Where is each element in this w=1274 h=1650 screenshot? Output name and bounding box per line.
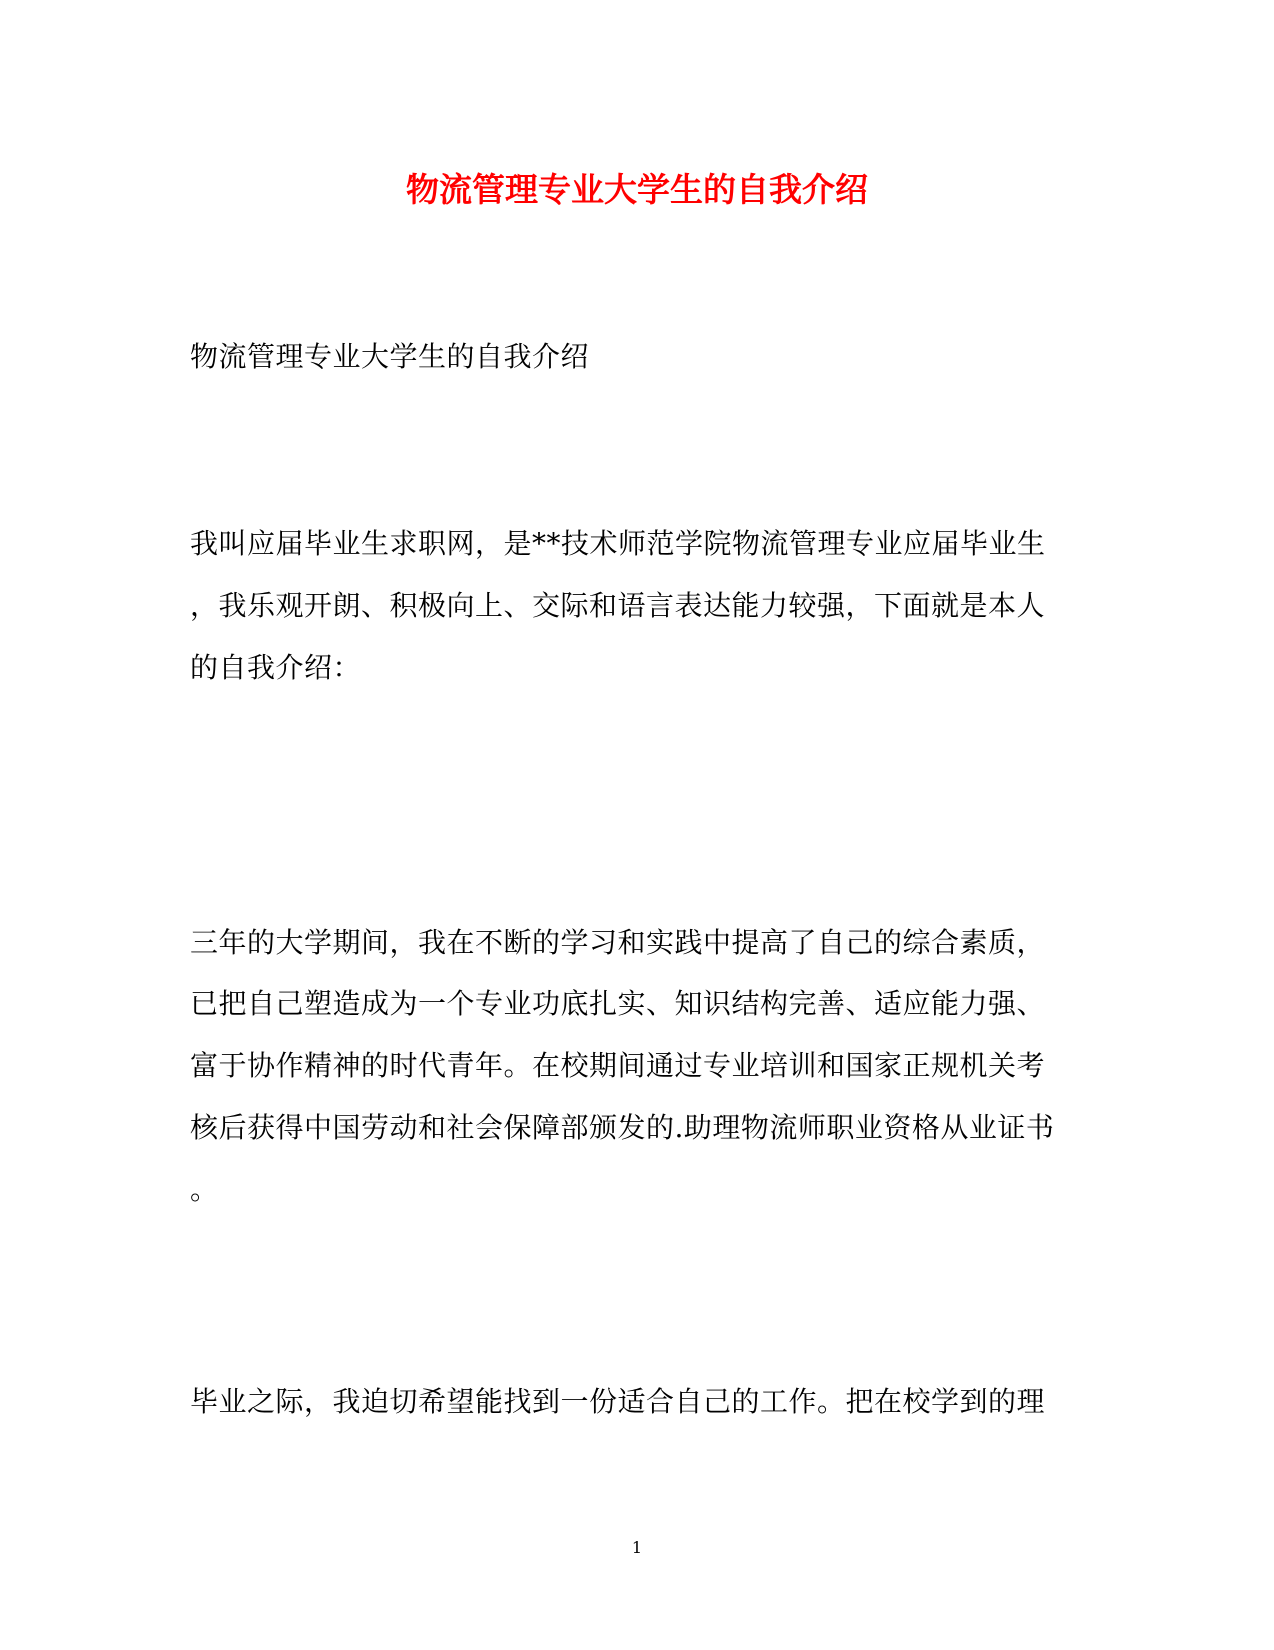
paragraph-1-line-1: 我叫应届毕业生求职网，是**技术师范学院物流管理专业应届毕业生 (190, 527, 1046, 560)
paragraph-2-line-5: 。 (190, 1173, 219, 1206)
paragraph-2-line-4: 核后获得中国劳动和社会保障部颁发的.助理物流师职业资格从业证书 (190, 1111, 1055, 1144)
paragraph-3-line-1: 毕业之际，我迫切希望能找到一份适合自己的工作。把在校学到的理 (190, 1385, 1046, 1418)
paragraph-1-line-2: ，我乐观开朗、积极向上、交际和语言表达能力较强，下面就是本人 (190, 589, 1046, 622)
paragraph-2-line-1: 三年的大学期间，我在不断的学习和实践中提高了自己的综合素质， (190, 926, 1046, 959)
page-number: 1 (631, 1538, 643, 1557)
paragraph-2-line-2: 已把自己塑造成为一个专业功底扎实、知识结构完善、适应能力强、 (190, 987, 1046, 1020)
document-title: 物流管理专业大学生的自我介绍 (406, 170, 868, 209)
document-subtitle: 物流管理专业大学生的自我介绍 (190, 340, 590, 373)
paragraph-1-line-3: 的自我介绍： (190, 651, 362, 684)
paragraph-2-line-3: 富于协作精神的时代青年。在校期间通过专业培训和国家正规机关考 (190, 1049, 1046, 1082)
